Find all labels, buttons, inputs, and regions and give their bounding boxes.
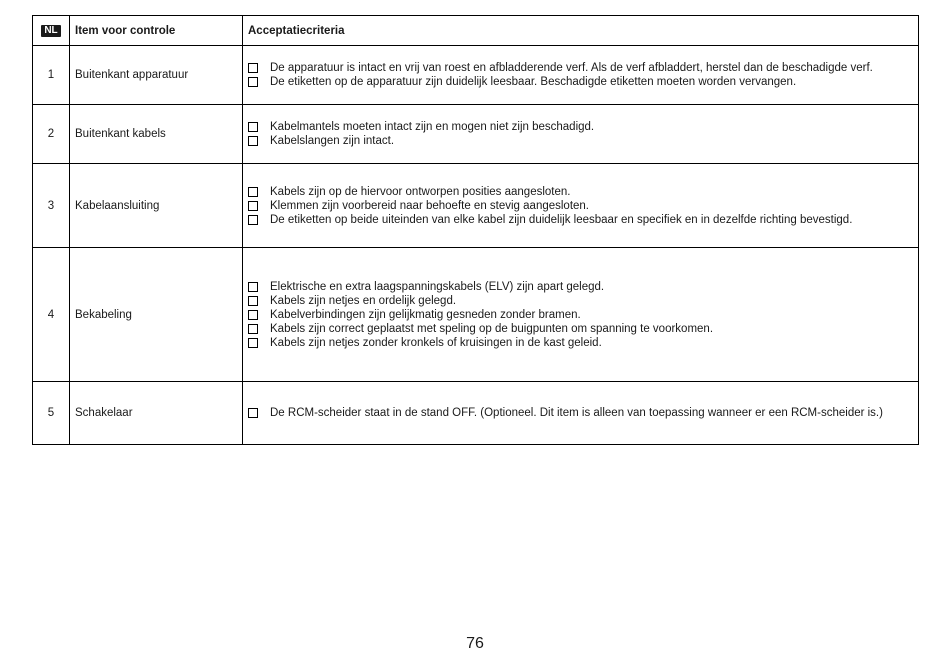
criterion-item	[248, 322, 918, 336]
language-header-cell	[33, 16, 70, 46]
checkbox[interactable]	[248, 136, 258, 146]
criterion-item	[248, 134, 918, 148]
table-row	[33, 46, 919, 105]
check-item: Bekabeling	[70, 248, 243, 382]
checkbox[interactable]	[248, 187, 258, 197]
check-item: Kabelaansluiting	[70, 164, 243, 248]
criterion-text: Elektrische en extra laagspanningskabels (ELV) zijn apart gelegd.	[270, 280, 605, 293]
page-number: 76	[466, 635, 484, 652]
criterion-item	[248, 61, 918, 75]
criterion-text: Klemmen zijn voorbereid naar behoefte en stevig aangesloten.	[270, 199, 590, 212]
checkbox[interactable]	[248, 338, 258, 348]
criterion-text: Kabelmantels moeten intact zijn en mogen niet zijn beschadigd.	[270, 121, 595, 133]
criteria-column-header: Acceptatiecriteria	[243, 16, 919, 46]
check-item: Buitenkant kabels	[70, 105, 243, 164]
criterion-item	[248, 213, 918, 227]
checkbox[interactable]	[248, 296, 258, 306]
table-row	[33, 105, 919, 164]
criterion-text: Kabels zijn op de hiervoor ontworpen posities aangesloten.	[270, 185, 571, 198]
row-number: 2	[33, 105, 70, 164]
checkbox[interactable]	[248, 122, 258, 132]
checkbox[interactable]	[248, 77, 258, 87]
check-item: Buitenkant apparatuur	[70, 46, 243, 105]
row-number: 5	[33, 382, 70, 445]
checkbox[interactable]	[248, 63, 258, 73]
table-row	[33, 248, 919, 382]
criteria-cell	[243, 46, 919, 105]
criterion-item	[248, 294, 918, 308]
criterion-text: De etiketten op beide uiteinden van elke kabel zijn duidelijk leesbaar en specifiek en in dezelfde richting bevestigd.	[270, 213, 853, 226]
checkbox[interactable]	[248, 282, 258, 292]
criterion-item	[248, 280, 918, 294]
checkbox[interactable]	[248, 324, 258, 334]
criterion-text: De apparatuur is intact en vrij van roest en afbladderende verf. Als de verf afbladdert, herstel dan de beschadigde verf.	[270, 62, 873, 74]
row-number: 4	[33, 248, 70, 382]
criterion-item	[248, 185, 918, 199]
criterion-text: De etiketten op de apparatuur zijn duidelijk leesbaar. Beschadigde etiketten moeten worden vervangen.	[270, 76, 797, 88]
criterion-text: Kabels zijn netjes en ordelijk gelegd.	[270, 294, 457, 307]
criterion-item	[248, 336, 918, 350]
criterion-text: Kabels zijn netjes zonder kronkels of kruisingen in de kast geleid.	[270, 336, 602, 349]
row-number: 1	[33, 46, 70, 105]
table-header-row	[33, 16, 919, 46]
criterion-text: De RCM-scheider staat in de stand OFF. (Optioneel. Dit item is alleen van toepassing wanneer er een RCM-scheider is.)	[270, 407, 883, 419]
criterion-item	[248, 308, 918, 322]
inspection-checklist-table	[32, 15, 919, 445]
criteria-cell	[243, 248, 919, 382]
table-row	[33, 164, 919, 248]
criterion-item	[248, 120, 918, 134]
checkbox[interactable]	[248, 215, 258, 225]
checkbox[interactable]	[248, 408, 258, 418]
criterion-text: Kabels zijn correct geplaatst met speling op de buigpunten om spanning te voorkomen.	[270, 322, 714, 335]
criterion-item	[248, 75, 918, 89]
criterion-item	[248, 406, 918, 420]
language-badge: NL	[41, 25, 60, 37]
criterion-text: Kabelslangen zijn intact.	[270, 135, 395, 147]
criteria-cell	[243, 105, 919, 164]
row-number: 3	[33, 164, 70, 248]
item-column-header: Item voor controle	[70, 16, 243, 46]
checkbox[interactable]	[248, 310, 258, 320]
table-row	[33, 382, 919, 445]
criterion-text: Kabelverbindingen zijn gelijkmatig gesneden zonder bramen.	[270, 308, 581, 321]
criteria-cell	[243, 164, 919, 248]
checkbox[interactable]	[248, 201, 258, 211]
criterion-item	[248, 199, 918, 213]
criteria-cell	[243, 382, 919, 445]
check-item: Schakelaar	[70, 382, 243, 445]
